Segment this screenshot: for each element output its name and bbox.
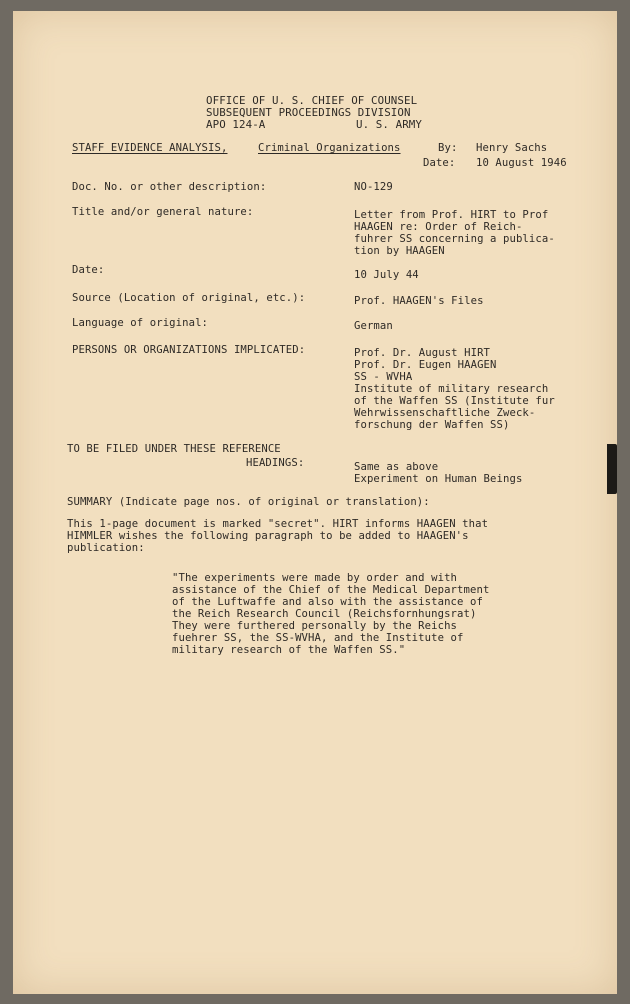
- person-line: SS - WVHA: [354, 371, 413, 383]
- filed-under-label: TO BE FILED UNDER THESE REFERENCE: [67, 443, 281, 455]
- army-line: U. S. ARMY: [356, 118, 423, 131]
- office-line: OFFICE OF U. S. CHIEF OF COUNSEL: [206, 94, 418, 107]
- persons-label: PERSONS OR ORGANIZATIONS IMPLICATED:: [72, 344, 306, 356]
- title-label: Title and/or general nature:: [72, 206, 254, 218]
- date-label: Date:: [72, 264, 105, 276]
- summary-line: publication:: [67, 542, 145, 554]
- summary-label: SUMMARY (Indicate page nos. of original or translation):: [67, 496, 430, 508]
- apo-line: APO 124-A: [206, 118, 266, 131]
- quote-line: of the Luftwaffe and also with the assistance of: [172, 596, 483, 608]
- language-label: Language of original:: [72, 317, 209, 329]
- filed-under-line: Same as above: [354, 461, 439, 473]
- person-line: forschung der Waffen SS): [354, 419, 510, 431]
- person-line: Prof. Dr. August HIRT: [354, 347, 491, 359]
- person-line: Institute of military research: [354, 383, 549, 395]
- filed-under-line: Experiment on Human Beings: [354, 473, 523, 485]
- quote-line: They were furthered personally by the Reichs: [172, 620, 458, 632]
- quote-line: fuehrer SS, the SS-WVHA, and the Institute of: [172, 632, 464, 644]
- source-label: Source (Location of original, etc.):: [72, 292, 306, 304]
- filed-under-label-2: HEADINGS:: [246, 457, 305, 469]
- doc-number-label: Doc. No. or other description:: [72, 181, 267, 193]
- title-line: tion by HAAGEN: [354, 245, 445, 257]
- source-value: Prof. HAAGEN's Files: [354, 295, 484, 307]
- quote-line: the Reich Research Council (Reichsfornhungsrat): [172, 608, 477, 620]
- analysis-subject: Criminal Organizations: [258, 142, 401, 154]
- quote-line: assistance of the Chief of the Medical Department: [172, 584, 490, 596]
- document-page: [13, 11, 617, 994]
- person-line: of the Waffen SS (Institute fur: [354, 395, 555, 407]
- analyst-name: Henry Sachs: [476, 142, 548, 154]
- document-date: 10 July 44: [354, 269, 419, 281]
- analysis-title: STAFF EVIDENCE ANALYSIS,: [72, 142, 228, 154]
- quote-line: "The experiments were made by order and with: [172, 572, 458, 584]
- language-value: German: [354, 320, 393, 332]
- person-line: Prof. Dr. Eugen HAAGEN: [354, 359, 497, 371]
- analysis-date: 10 August 1946: [476, 157, 567, 169]
- person-line: Wehrwissenschaftliche Zweck-: [354, 407, 536, 419]
- title-line: HAAGEN re: Order of Reich-: [354, 221, 523, 233]
- summary-line: HIMMLER wishes the following paragraph to be added to HAAGEN's: [67, 530, 469, 542]
- analysis-date-label: Date:: [423, 157, 456, 169]
- doc-number: NO-129: [354, 181, 393, 193]
- page-edge-notch: [607, 444, 617, 494]
- by-label: By:: [438, 142, 458, 154]
- quote-line: military research of the Waffen SS.": [172, 644, 406, 656]
- summary-line: This 1-page document is marked "secret". HIRT informs HAAGEN that: [67, 518, 489, 530]
- division-line: SUBSEQUENT PROCEEDINGS DIVISION: [206, 106, 411, 119]
- title-line: fuhrer SS concerning a publica-: [354, 233, 555, 245]
- title-line: Letter from Prof. HIRT to Prof: [354, 209, 549, 221]
